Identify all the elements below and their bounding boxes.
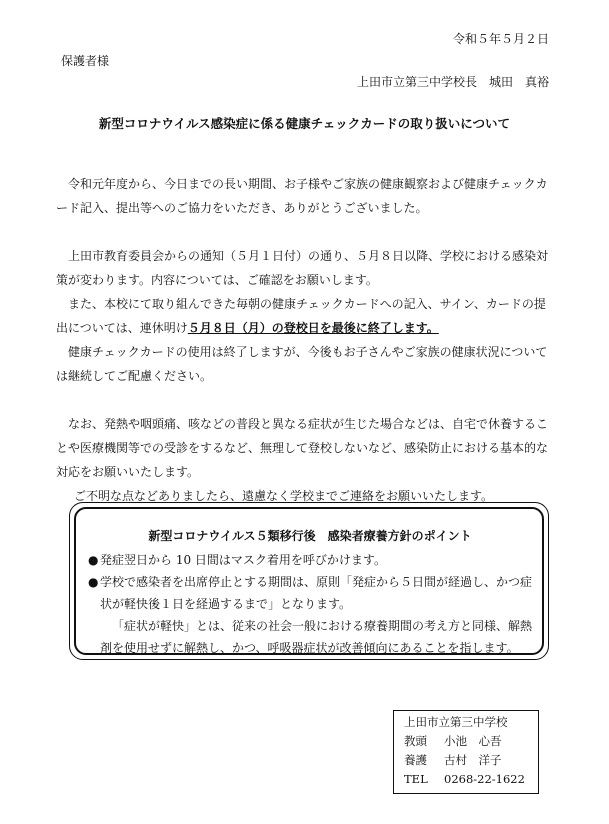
- notice-box: [69, 502, 549, 660]
- contact-box: [393, 710, 539, 794]
- bullet-icon: ●: [88, 575, 99, 589]
- notice-item-text: 発症翌日から 10 日間はマスク着用を呼びかけます。: [100, 553, 386, 567]
- contact-phone: 0268-22-1622: [444, 772, 525, 786]
- notice-definition: 「症状が軽快」とは、従来の社会一般における療養期間の考え方と同様、解熱剤を使用せずに解熱し、かつ、呼吸器症状が改善傾向にあることを指します。: [100, 619, 533, 655]
- notice-item-text: 学校で感染者を出席停止とする期間は、原則「発症から５日間が経過し、かつ症状が軽快後１日を経過するまで」となります。: [100, 575, 533, 611]
- paragraph-thanks: 令和元年度から、今日までの長い期間、お子様やご家族の健康観察および健康チェックカード記入、提出等へのご協力をいただき、ありがとうございました。: [56, 177, 548, 215]
- contact-row: [404, 770, 534, 789]
- contact-name: 古村 洋子: [444, 753, 502, 767]
- document-date: 令和５年５月２日: [452, 32, 549, 46]
- addressee: 保護者様: [61, 54, 110, 68]
- paragraph-symptoms: なお、発熱や咽頭痛、咳などの普段と異なる症状が生じた場合などは、自宅で休養することや医療機関等での受診をするなど、無理して登校しないなど、感染防止における基本的な対応をお願いいたします。: [56, 417, 549, 479]
- card-end-date-emphasis: ５月８日（月）の登校日を最後に終了します。: [187, 321, 439, 335]
- contact-role: TEL: [404, 772, 428, 786]
- contact-role: 養護: [404, 753, 427, 767]
- card-end-text: また、本校にて取り組んできた毎朝の健康チェックカードへの記入、サイン、カードの提出については、連休明け: [56, 297, 546, 335]
- contact-row: [404, 732, 534, 751]
- paragraph-contact-request: ご不明な点などありましたら、遠慮なく学校までご連絡をお願いいたします。: [74, 489, 494, 503]
- contact-school: 上田市立第三中学校: [404, 715, 508, 729]
- bullet-icon: ●: [88, 553, 99, 567]
- sender-signature: 上田市立第三中学校長 城田 真裕: [356, 75, 549, 89]
- document-title: 新型コロナウイルス感染症に係る健康チェックカードの取り扱いについて: [98, 116, 511, 131]
- paragraph-continued-care: 健康チェックカードの使用は終了しますが、今後もお子さんやご家族の健康状況については継続してご配慮ください。: [56, 345, 548, 383]
- paragraph-policy-change: 上田市教育委員会からの通知（５月１日付）の通り、５月８日以降、学校における感染対策が変わります。内容については、ご確認をお願いします。: [56, 249, 549, 287]
- letter-body: [56, 172, 556, 508]
- notice-box-inner: [74, 507, 544, 655]
- notice-item: [88, 549, 532, 571]
- notice-title: 新型コロナウイルス５類移行後 感染者療養方針のポイント: [148, 529, 472, 543]
- contact-row: [404, 751, 534, 770]
- paragraph-card-end: [56, 292, 556, 340]
- notice-item: [88, 571, 532, 615]
- contact-name: 小池 心吾: [444, 734, 502, 748]
- contact-role: 教頭: [404, 734, 427, 748]
